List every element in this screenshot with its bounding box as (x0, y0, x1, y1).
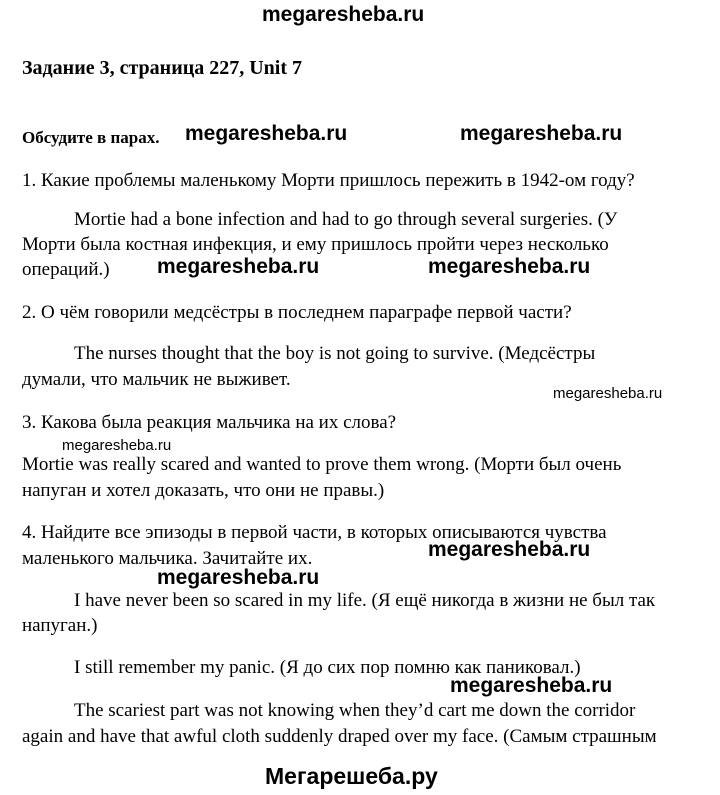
watermark: megaresheba.ru (450, 674, 613, 697)
instruction: Обсудите в парах. (22, 128, 160, 147)
question-4: маленького мальчика. Зачитайте их. (22, 548, 313, 569)
watermark: megaresheba.ru (157, 566, 320, 589)
question-3: 3. Какова была реакция мальчика на их слова? (22, 412, 397, 433)
watermark: megaresheba.ru (460, 122, 623, 145)
answer-4-line: The scariest part was not knowing when they’d cart me down the corridor (74, 700, 636, 721)
watermark: megaresheba.ru (157, 255, 320, 278)
answer-4-line: again and have that awful cloth suddenly draped over my face. (Самым страшным (22, 726, 657, 747)
task-title: Задание 3, страница 227, Unit 7 (22, 57, 303, 79)
watermark: megaresheba.ru (428, 255, 591, 278)
answer-3-line: напуган и хотел доказать, что они не правы.) (22, 480, 385, 501)
site-footer: Мегарешеба.ру (265, 763, 438, 789)
question-4: 4. Найдите все эпизоды в первой части, в которых описываются чувства (22, 522, 607, 543)
answer-2-line: The nurses thought that the boy is not going to survive. (Медсёстры (74, 343, 596, 364)
answer-3-line: Mortie was really scared and wanted to prove them wrong. (Морти был очень (22, 454, 622, 475)
question-2: 2. О чём говорили медсёстры в последнем параграфе первой части? (22, 302, 572, 323)
answer-4-line: I have never been so scared in my life. (Я ещё никогда в жизни не был так (74, 590, 656, 611)
answer-4-line: напуган.) (22, 615, 98, 636)
watermark: megaresheba.ru (62, 437, 172, 454)
answer-4-line: I still remember my panic. (Я до сих пор помню как паниковал.) (74, 657, 581, 678)
answer-2-line: думали, что мальчик не выживет. (22, 369, 291, 390)
watermark: megaresheba.ru (428, 538, 591, 561)
answer-1-line: Морти была костная инфекция, и ему пришлось пройти через несколько (22, 234, 609, 255)
answer-1-line: Mortie had a bone infection and had to go through several surgeries. (У (74, 209, 618, 230)
answer-1-line: операций.) (22, 259, 110, 280)
watermark: megaresheba.ru (553, 385, 663, 402)
question-1: 1. Какие проблемы маленькому Морти пришлось пережить в 1942-ом году? (22, 170, 635, 191)
site-header: megaresheba.ru (262, 3, 425, 26)
watermark: megaresheba.ru (185, 122, 348, 145)
